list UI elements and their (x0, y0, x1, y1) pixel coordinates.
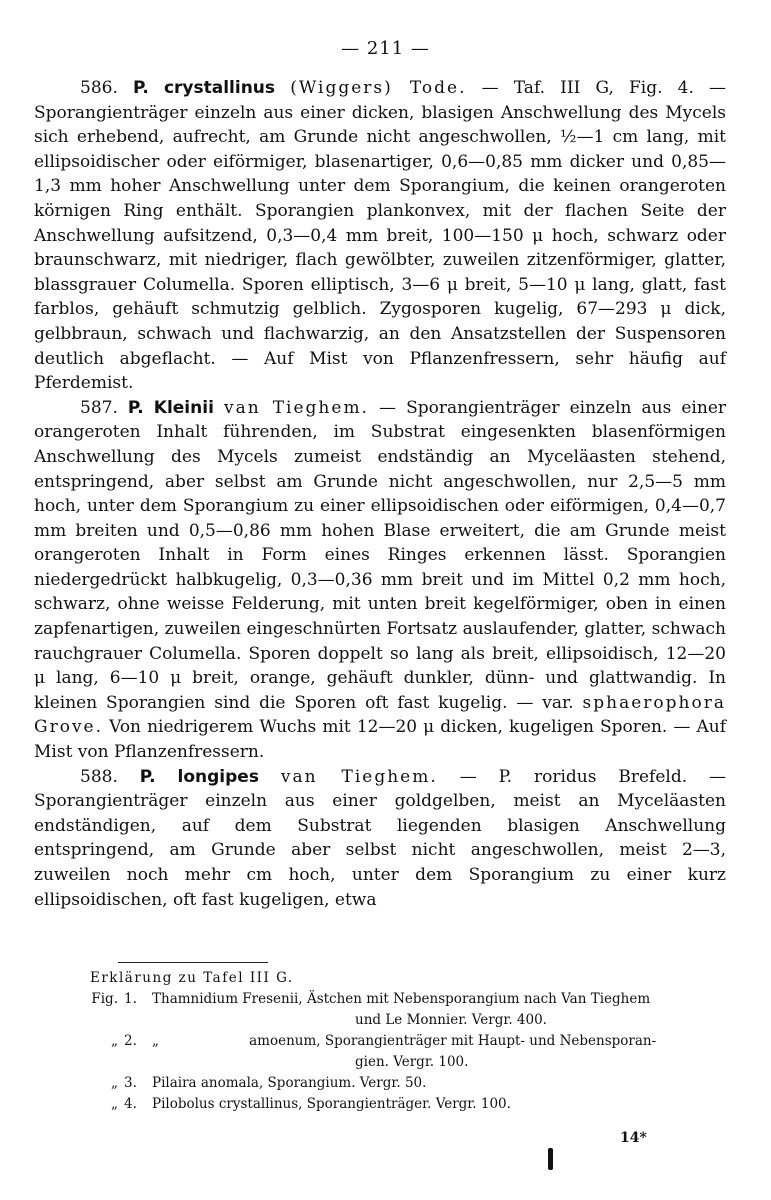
fig-number: 3. (124, 1075, 137, 1091)
entry-587 (34, 396, 726, 765)
fig-number: 1. (124, 991, 137, 1007)
genus-abbrev: P. (133, 78, 149, 98)
genus-abbrev: P. (139, 766, 156, 787)
figure-caption (90, 989, 730, 1010)
variety-prefix: — var. (507, 692, 583, 713)
fig-text: Pilaira anomala, Sporangium. Vergr. 50. (152, 1075, 427, 1091)
entry-text: — Sporangienträger einzeln aus einer orangeroten Inhalt führenden, im Substrat eingesenkten blasenförmigen Anschwellung des Mycels zumeist endständig an Myceläasten stehend, entspringend, aber selbst am Grunde nicht angeschwollen, nur 2,5—5 mm hoch, unter dem Sporangium zu einer ellipsoidischen oder eiförmigen, 0,4—0,7 mm breiten und 0,5—0,86 mm hohen Blase erweitert, die am Grunde meist orangeroten Inhalt in Form eines Ringes erkennen lässt. Sporangien niedergedrückt halbkugelig, 0,3—0,36 mm breit und im Mittel 0,2 mm hoch, schwarz, ohne weisse Felderung, mit unten breit kegelförmiger, oben in einen zapfenartigen, zuweilen eingeschnürten Fortsatz auslaufender, glatter, schwach rauchgrauer Columella. Sporen doppelt so lang als breit, ellipsoidisch, 12—20 μ lang, 6—10 μ breit, orange, gehäuft dunkler, dünn- und glattwandig. In kleinen Sporangien sind die Sporen oft fast kugelig. (34, 397, 727, 713)
entry-number: 588. (80, 766, 118, 787)
figure-caption (90, 1094, 730, 1115)
fig-continuation: gien. Vergr. 100. (355, 1054, 469, 1070)
fig-prefix: „ (111, 1033, 118, 1049)
fig-number: 2. (124, 1033, 137, 1049)
footnote-divider (118, 962, 268, 963)
fig-prefix: „ (111, 1096, 118, 1112)
authority: (Wiggers) Tode. (290, 78, 467, 98)
species-name: longipes (177, 766, 259, 787)
fig-prefix: „ (111, 1075, 118, 1091)
entry-text: — P. roridus Brefeld. — Sporangienträger einzeln aus einer goldgelben, meist an Myceläasten endständigen, auf dem Substrat liegenden blasigen Anschwellung entspringend, am Grunde aber selbst nicht angeschwollen, meist 2—3, zuweilen noch mehr cm hoch, unter dem Sporangium zu einer kurz ellipsoidischen, oft fast kugeligen, etwa (34, 766, 727, 910)
fig-prefix: Fig. (91, 991, 118, 1007)
figure-caption (90, 1073, 730, 1094)
genus-abbrev: P. (127, 397, 144, 418)
variety-text: Von niedrigerem Wuchs mit 12—20 μ dicken, kugeligen Sporen. — Auf Mist von Pflanzenfressern. (34, 717, 726, 763)
page-number: — 211 — (341, 38, 430, 59)
variety-name: sphaerophora Grove. (34, 692, 726, 738)
entry-586 (34, 76, 726, 396)
entry-588 (34, 765, 726, 913)
figure-caption (90, 1031, 730, 1052)
authority: van Tieghem. (280, 766, 438, 787)
species-name: Kleinii (153, 397, 214, 418)
fig-text: Pilobolus crystallinus, Sporangienträger. Vergr. 100. (152, 1096, 511, 1112)
footnote-title: Erklärung zu Tafel III G. (90, 970, 294, 986)
species-name: crystallinus (163, 78, 276, 98)
entry-number: 586. (80, 78, 118, 98)
signature-mark: 14* (620, 1130, 647, 1146)
fig-number: 4. (124, 1096, 137, 1112)
fig-text: Thamnidium Fresenii, Ästchen mit Nebensporangium nach Van Tieghem (152, 991, 651, 1007)
entry-number: 587. (80, 397, 118, 418)
fig-text: „ amoenum, Sporangienträger mit Haupt- und Nebensporan- (152, 1033, 657, 1049)
ink-blot (548, 1148, 553, 1170)
main-text (34, 76, 726, 912)
plate-explanation (90, 968, 730, 1115)
fig-continuation: und Le Monnier. Vergr. 400. (355, 1012, 547, 1028)
authority: van Tieghem. (223, 397, 369, 418)
entry-text: — Taf. III G, Fig. 4. — Sporangienträger einzeln aus einer dicken, blasigen Anschwellung des Mycels sich erhebend, aufrecht, am Grunde nicht angeschwollen, ½—1 cm lang, mit ellipsoidischer oder eiförmiger, blasenartiger, 0,6—0,85 mm dicker und 0,85—1,3 mm hoher Anschwellung unter dem Sporangium, die keinen orangeroten körnigen Ring enthält. Sporangien plankonvex, mit der flachen Seite der Anschwellung aufsitzend, 0,3—0,4 mm breit, 100—150 μ hoch, schwarz oder braunschwarz, mit niedriger, flach gewölbter, zuweilen zitzenförmiger, glatter, blassgrauer Columella. Sporen elliptisch, 3—6 μ breit, 5—10 μ lang, glatt, fast farblos, gehäuft schmutzig gelblich. Zygosporen kugelig, 67—293 μ dick, gelbbraun, schwach und flachwarzig, an den Ansatzstellen der Suspensoren deutlich abgeflacht. — Auf Mist von Pflanzenfressern, sehr häufig auf Pferdemist. (34, 78, 727, 394)
